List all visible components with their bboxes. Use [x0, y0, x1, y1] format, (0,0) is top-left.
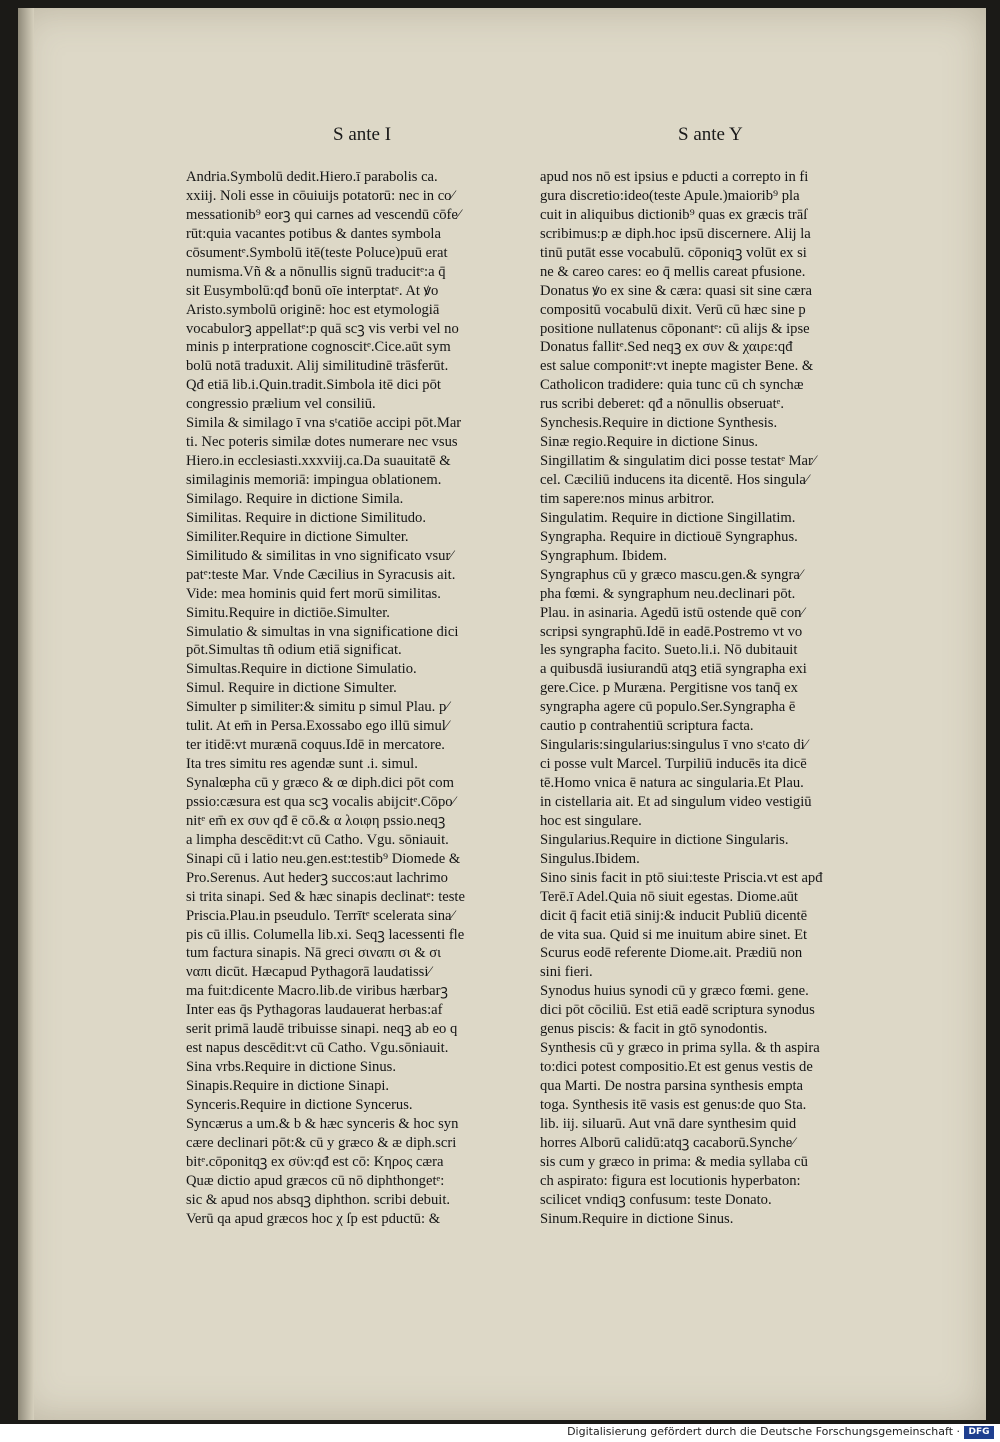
- text-line: tulit. At em̄ in Persa.Exossabo ego illū simul⁄: [186, 718, 449, 735]
- book-page: [18, 8, 986, 1420]
- text-line: bolū notā traduxit. Alij similitudinē trāsferūt.: [186, 358, 449, 375]
- text-line: sis cum y græco in prima: & media syllaba cū: [540, 1153, 808, 1170]
- text-line: vocabulorꝫ appellatᵉ:p quā scꝫ vis verbi vel no: [186, 320, 459, 337]
- text-line: syngrapha agere cū populo.Ser.Syngrapha ē: [540, 699, 796, 716]
- text-line: Simitu.Require in dictiōe.Simulter.: [186, 604, 390, 621]
- text-line: les syngrapha facito. Sueto.li.i. Nō dubitauit: [540, 642, 798, 659]
- text-line: bitᵉ.cōponitqꝫ ex σϋν:qđ est cō: Κηρος cæra: [186, 1153, 444, 1170]
- text-line: pssio:cæsura est qua scꝫ vocalis abijcitᵉ.Cōpo⁄: [186, 793, 455, 810]
- text-line: Singulatim. Require in dictione Singillatim.: [540, 509, 796, 526]
- dfg-logo: DFG: [964, 1426, 994, 1439]
- text-line: cōsumentᵉ.Symbolū itē(teste Poluce)puū erat: [186, 244, 448, 261]
- text-line: gura discretio:ideo(teste Apule.)maiorib⁹ pla: [540, 187, 800, 204]
- text-line: Syncærus a um.& b & hæc synceris & hoc syn: [186, 1115, 459, 1132]
- text-line: pōt.Simultas tñ odium etiā significat.: [186, 642, 402, 659]
- text-line: a limpha descēdit:vt cū Catho. Vgu. sōniauit.: [186, 831, 449, 848]
- text-line: toga. Synthesis itē vasis est genus:de quo Sta.: [540, 1096, 807, 1113]
- text-line: gere.Cice. p Muræna. Pergitisne vos tanq̄ ex: [540, 680, 798, 697]
- text-line: Plau. in asinaria. Agedū istū ostende quē con⁄: [540, 604, 804, 621]
- text-line: est napus descēdit:vt cū Catho. Vgu.sōniauit.: [186, 1040, 449, 1057]
- text-line: sit Eusymbolū:qđ bonū oīe interptatᵉ. At ꝟo: [186, 282, 439, 299]
- text-line: congressio prælium vel consiliū.: [186, 396, 376, 413]
- text-line: ναπι dicūt. Hæcapud Pythagorā laudatissi⁄: [186, 964, 431, 981]
- text-line: a quibusdā iusiurandū atqꝫ etiā syngrapha exi: [540, 661, 807, 678]
- text-line: Pro.Serenus. Aut hederꝫ succos:aut lachrimo: [186, 869, 448, 886]
- text-line: Syngraphus cū y græco mascu.gen.& syngra⁄: [540, 566, 803, 583]
- text-line: Simulatio & simultas in vna significatione dici: [186, 623, 459, 640]
- text-line: qua Marti. De nostra parsina synthesis empta: [540, 1078, 804, 1094]
- text-line: Sinapi cū i latio neu.gen.est:testib⁹ Diomede &: [186, 850, 461, 867]
- text-line: ci posse vult Marcel. Turpiliū inducēs ita dicē: [540, 756, 807, 773]
- text-line: tim sapere:nos minus arbitror.: [540, 490, 715, 507]
- text-line: Sinum.Require in dictione Sinus.: [540, 1210, 734, 1227]
- text-line: Singularius.Require in dictione Singularis.: [540, 831, 789, 848]
- running-head-right: S ante Y: [678, 124, 743, 145]
- text-line: Inter eas q̄s Pythagoras laudauerat herbas:af: [186, 1002, 443, 1019]
- text-line: apud nos nō est ipsius e pducti a correpto in fi: [540, 169, 809, 185]
- text-line: Similago. Require in dictione Simila.: [186, 490, 404, 507]
- text-line: ne & careo cares: eo q̄ mellis careat pfusione.: [540, 263, 806, 280]
- text-line: Scurus eodē referente Diome.ait. Prædiū non: [540, 945, 803, 962]
- text-line: minis p interpratione cognoscitᵉ.Cice.aūt sym: [186, 339, 451, 356]
- text-line: to:dici potest compositio.Et est genus vestis de: [540, 1059, 813, 1076]
- text-line: Synchesis.Require in dictione Synthesis.: [540, 415, 778, 432]
- text-line: Terē.ī Adel.Quia nō siuit egestas. Diome.aūt: [540, 888, 798, 905]
- text-line: ma fuit:dicente Macro.lib.de viribus hærbarꝫ: [186, 983, 448, 1000]
- text-line: Andria.Symbolū dedit.Hiero.ī parabolis ca.: [186, 169, 438, 185]
- text-line: rūt:quia vacantes potibus & dantes symbola: [186, 225, 441, 242]
- text-line: Synalœpha cū y græco & œ diph.dici pōt com: [186, 775, 454, 791]
- text-line: lib. iij. siluarū. Aut vnā dare synthesim quid: [540, 1115, 797, 1132]
- text-line: Quæ dictio apud græcos cū nō diphthongetᵉ:: [186, 1172, 445, 1189]
- text-line: scribimus:p æ diph.hoc ipsū discernere. Alij la: [540, 225, 811, 242]
- text-line: Sinapis.Require in dictione Sinapi.: [186, 1078, 390, 1094]
- text-line: ch aspirato: figura est locutionis hyperbaton:: [540, 1172, 801, 1189]
- text-line: tē.Homo vnica ē natura ac singularia.Et Plau.: [540, 775, 804, 791]
- text-line: Priscia.Plau.in pseudulo. Terrītᵉ scelerata sina⁄: [186, 907, 454, 924]
- text-line: Singularis:singularius:singulus ī vno sᵗcato di⁄: [540, 737, 808, 754]
- text-line: est salue componitᵉ:vt inepte magister Bene. &: [540, 358, 814, 375]
- text-line: horres Alborū calidū:atqꝫ cacaborū.Synche⁄: [540, 1134, 795, 1151]
- text-line: scilicet vndiqꝫ confusum: teste Donato.: [540, 1191, 772, 1208]
- text-line: Donatus ꝟo ex sine & cæra: quasi sit sine cæra: [540, 282, 813, 299]
- text-line: Donatus fallitᵉ.Sed neqꝫ ex συν & χαιρε:qđ: [540, 339, 793, 356]
- text-line: pha fœmi. & syngraphum neu.declinari pōt.: [540, 585, 796, 602]
- text-line: Simultas.Require in dictione Simulatio.: [186, 661, 417, 678]
- running-head-left: S ante I: [333, 124, 392, 145]
- text-line: Verū qa apud græcos hoc χ ſp est pductū: &: [186, 1210, 441, 1227]
- text-line: dici pōt cōciliū. Est etiā eadē scriptura synodus: [540, 1002, 815, 1019]
- text-line: ti. Nec poteris similæ dotes numerare nec vsus: [186, 434, 458, 451]
- text-line: cuit in aliquibus dictionib⁹ quas ex græcis trāſ: [540, 206, 808, 223]
- text-line: Syngraphum. Ibidem.: [540, 547, 667, 564]
- text-line: Qđ etiā lib.i.Quin.tradit.Simbola itē dici pōt: [186, 377, 441, 394]
- text-line: cære declinari pōt:& cū y græco & æ diph.scri: [186, 1134, 457, 1151]
- text-column-left: [186, 168, 544, 1229]
- text-line: Aristo.symbolū originē: hoc est etymologiā: [186, 301, 440, 318]
- text-line: Sino sinis facit in ptō siui:teste Priscia.vt est apđ: [540, 869, 823, 886]
- text-line: de vita sua. Quid si me inuitum abire sinet. Et: [540, 926, 808, 943]
- text-line: serit primā laudē tribuisse sinapi. neqꝫ ab eo q: [186, 1021, 458, 1038]
- text-line: Similiter.Require in dictione Simulter.: [186, 528, 409, 545]
- text-line: rus scribi deberet: qđ a nōnullis obseruatᵉ.: [540, 396, 785, 413]
- text-line: similaginis memoriā: impingua oblationem.: [186, 472, 442, 488]
- text-line: hoc est singulare.: [540, 812, 642, 829]
- text-line: compositū vocabulū dixit. Verū cū hæc sine p: [540, 301, 806, 318]
- text-line: tum factura sinapis. Nā greci σιναπι σι & σι: [186, 945, 442, 962]
- text-line: nitᵉ em̄ ex συν qđ ē cō.& α λοιφη pssio.neqꝫ: [186, 812, 446, 829]
- text-line: cel. Cæciliū inducens ita dicentē. Hos singula⁄: [540, 472, 809, 488]
- text-line: Similitas. Require in dictione Similitudo.: [186, 509, 426, 526]
- text-line: Catholicon tradidere: quia tunc cū ch synchæ: [540, 377, 804, 394]
- text-line: scripsi syngraphū.Idē in eadē.Postremo vt vo: [540, 623, 803, 640]
- text-line: Syngrapha. Require in dictiouē Syngraphus.: [540, 528, 798, 545]
- text-line: xxiij. Noli esse in cōuiuijs potatorū: nec in co⁄: [186, 187, 454, 204]
- text-line: Sina vrbs.Require in dictione Sinus.: [186, 1059, 396, 1076]
- text-column-right: [540, 168, 902, 1229]
- text-line: Simila & similago ī vna sᵗcatiōe accipi pōt.Mar: [186, 415, 462, 432]
- text-line: Synthesis cū y græco in prima sylla. & th aspira: [540, 1040, 820, 1057]
- text-line: pis cū illis. Columella lib.xi. Seqꝫ lacessenti fle: [186, 926, 465, 943]
- text-line: patᵉ:teste Mar. Vnde Cæcilius in Syracusis ait.: [186, 566, 456, 583]
- text-line: messationib⁹ eorꝫ qui carnes ad vescendū cōfe⁄: [186, 206, 461, 223]
- text-line: dicit q̄ facit etiā sinij:& inducit Publiū dicentē: [540, 907, 808, 924]
- text-line: Synodus huius synodi cū y græco fœmi. gene.: [540, 983, 809, 1000]
- text-line: positione nullatenus cōponantᵉ: cū alijs & ipse: [540, 320, 810, 337]
- text-line: Ita tres simitu res agendæ sunt .i. simul.: [186, 756, 418, 773]
- text-line: Synceris.Require in dictione Syncerus.: [186, 1096, 413, 1113]
- text-line: genus piscis: & facit in gtō synodontis.: [540, 1021, 768, 1038]
- text-line: Hiero.in ecclesiasti.xxxviij.ca.Da suauitatē &: [186, 453, 451, 470]
- text-line: cautio p contrahentiū scriptura facta.: [540, 718, 754, 735]
- funding-notice: Digitalisierung gefördert durch die Deutsche Forschungsgemeinschaft ·: [567, 1425, 960, 1438]
- text-line: si trita sinapi. Sed & hæc sinapis declinatᵉ: teste: [186, 888, 465, 905]
- text-line: Sinæ regio.Require in dictione Sinus.: [540, 434, 759, 451]
- text-line: Vide: mea hominis quid fert morū similitas.: [186, 585, 441, 602]
- text-line: numisma.Vñ & a nōnullis signū traducitᵉ:a q̄: [186, 263, 446, 280]
- text-line: ter itidē:vt murænā coquus.Idē in mercatore.: [186, 737, 445, 754]
- text-line: tinū putāt esse vocabulū. cōponiqꝫ volūt ex si: [540, 244, 807, 261]
- text-line: Simul. Require in dictione Simulter.: [186, 680, 397, 697]
- text-line: sic & apud nos absqꝫ diphthon. scribi debuit.: [186, 1191, 451, 1208]
- text-line: Singulus.Ibidem.: [540, 850, 640, 867]
- text-line: sini fieri.: [540, 964, 593, 981]
- text-line: Similitudo & similitas in vno significato vsur⁄: [186, 547, 453, 564]
- text-line: Simulter p similiter:& simitu p simul Plau. p⁄: [186, 699, 449, 716]
- footer-bar: [0, 1424, 1000, 1442]
- text-line: in cistellaria ait. Et ad singulum video vestigiū: [540, 793, 812, 810]
- text-line: Singillatim & singulatim dici posse testatᵉ Mar⁄: [540, 453, 816, 470]
